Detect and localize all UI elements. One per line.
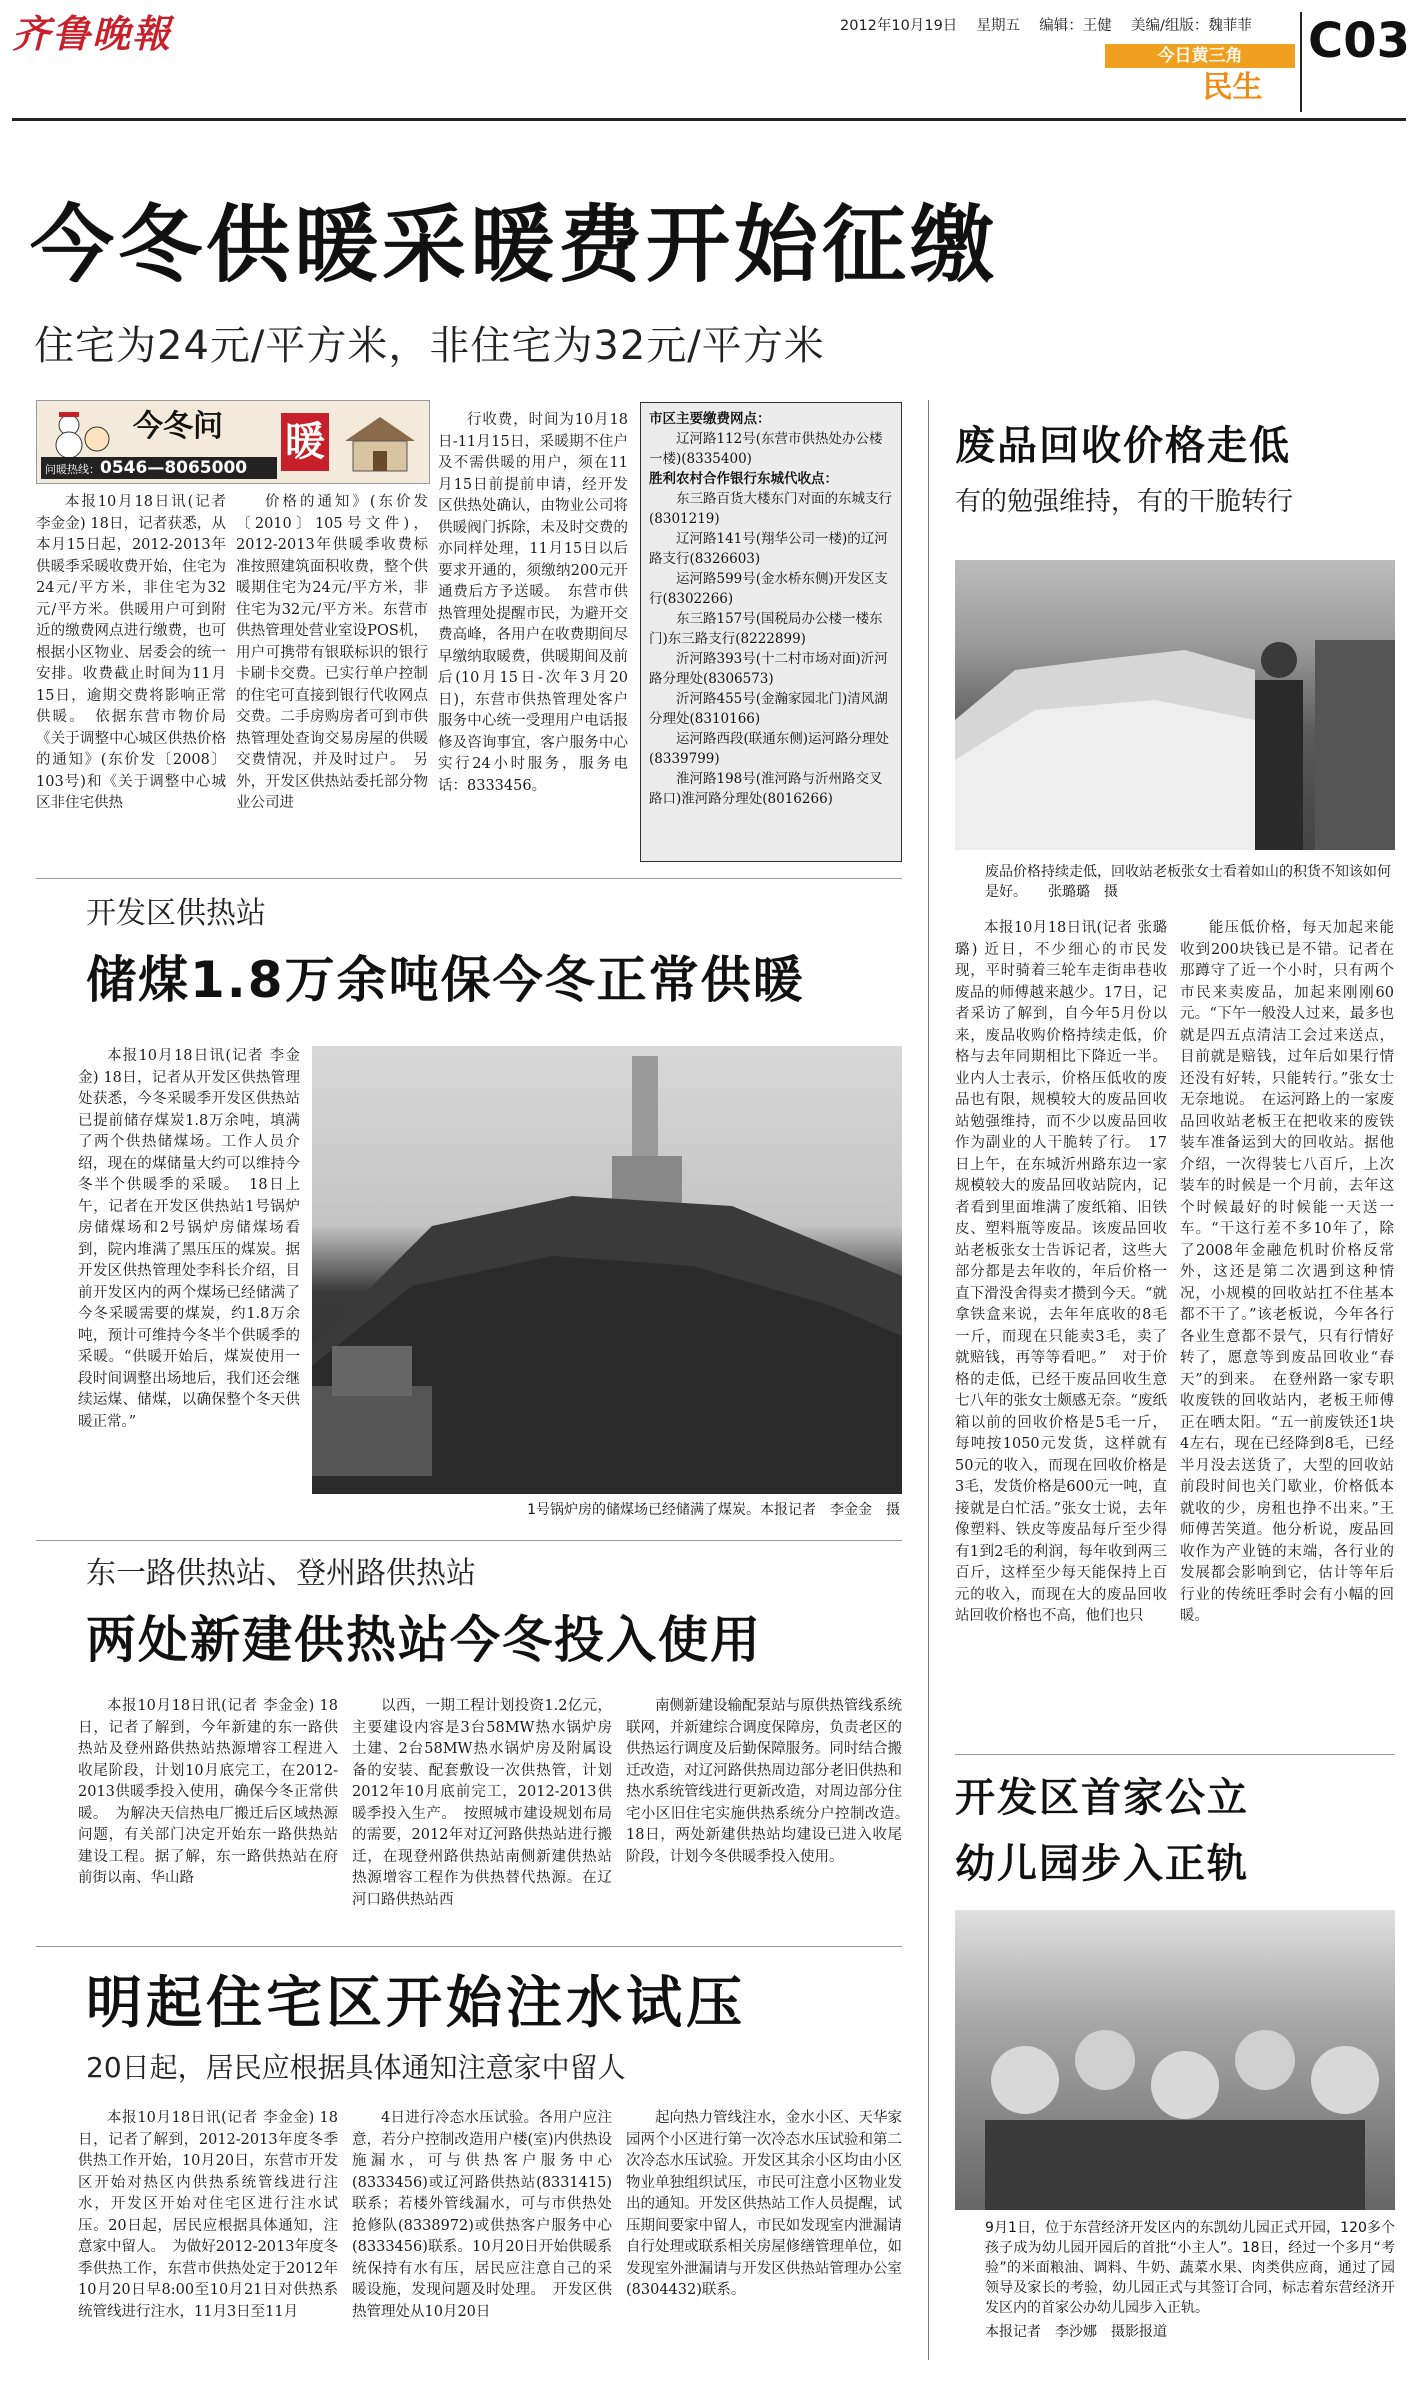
payment-point: 沂河路393号(十二村市场对面)沂河路分理处(8306573) (649, 651, 888, 687)
payment-point: 辽河路141号(翔华公司一楼)的辽河路支行(8326603) (649, 531, 888, 567)
asking-warmth-banner (36, 400, 430, 484)
masthead-info (840, 14, 1310, 38)
scrap-photo-caption: 废品价格持续走低，回收站老板张女士看着如山的积货不知该如何是好。 张璐璐 摄 (985, 864, 1391, 900)
lead-col2-text: 价格的通知》(东价发〔2010〕105号文件)，2012-2013年供暖季收费标准按照建筑面积收费，整个供暖期住宅为24元/平方米，非住宅为32元/平方米。东营市供热管理处营业室设POS机，用户可携带有银联标识的银行卡刷卡交费。已实行单户控制的住宅可直接到银行代收网点交费。二手房购房者可到市供热管理处查询交易房屋的供暖交费情况，并及时过户。 另外，开发区供热站委托部分物业公司进 (236, 494, 428, 811)
payment-point: 运河路599号(金水桥东侧)开发区支行(8302266) (649, 571, 888, 607)
story4-headline: 明起住宅区开始注水试压 (86, 1971, 746, 2036)
lead-column-3 (438, 410, 628, 866)
banner-warm-badge: 暖 (281, 413, 329, 471)
scrap-yard-photo (955, 560, 1395, 850)
masthead-weekday: 星期五 (976, 18, 1021, 34)
lead-col3-text: 行收费，时间为10月18日-11月15日，采暖期不住户及不需供暖的用户，须在11月15日前提前申请，经开发区供热处确认，由物业公司将供暖阀门拆除，未及时交费的亦同样处理，11月15日以后要求开通的，须缴纳200元开通费后方予送暖。 东营市供热管理处提醒市民，为避开交费高峰，各用户在收费期间尽早缴纳取暖费，供暖期间及前后(10月15日-次年3月20日)，东营市供热管理处客户服务中心统一受理用户电话报修及咨询事宜，客户服务中心实行24小时服务，服务电话：8333456。 (438, 412, 628, 794)
story2-top-rule (36, 878, 902, 879)
scrap-col2-text: 能压低价格，每天加起来能收到200块钱已是不错。记者在那蹲守了近一个小时，只有两个市民来卖废品，加起来刚刚60元。“下午一般没人过来，最多也就是四五点清洁工会过来送点，目前就是赔钱，过年后如果行情还没有好转，只能转行。”张女士无奈地说。 在运河路上的一家废品回收站老板王在把收来的废铁装车准备运到大的回收站。据他介绍，一次得装七八百斤，上次装车的时候是一个月前，去年这个时候最好的时候能一天送一车。“干这行差不多10年了，除了2008年金融危机时价格反常外，这还是第二次遇到这种情况，小规模的回收站扛不住基本都不干了。”该老板说，今年各行各业生意都不景气，只有行情好转了，愿意等到废品回收业“春天”的到来。 在登州路一家专职收废铁的回收站内，老板王师傅正在晒太阳。“五一前废铁还1块4左右，现在已经降到8毛，已经半月没去送货了，大型的回收站前段时间也关门歇业，价格低本就收的少，房租也挣不出来。”王师傅苦笑道。他分析说，废品回收作为产业链的末端，各行业的发展都会影响到它，估计等年后行业的传统旺季时会有小幅的回暖。 (1180, 920, 1394, 1624)
lead-column-2 (236, 492, 428, 864)
story3-col1-text: 本报10月18日讯(记者 李金金) 18日，记者了解到，今年新建的东一路供热站及登州路供热站热源增容工程进入收尾阶段，计划10月底完工，在2012-2013供暖季投入使用，确保今冬正常供暖。 为解决天信热电厂搬迁后区域热源问题，有关部门决定开始东一路供热站建设工程。据了解，东一路供热站在府前街以南、华山路 (78, 1698, 338, 1886)
story2-kicker: 开发区供热站 (86, 896, 266, 931)
kindergarten-credit: 本报记者 李沙娜 摄影报道 (985, 2324, 1167, 2340)
masthead-date: 2012年10月19日 (840, 18, 958, 34)
scrap-column-1 (955, 918, 1167, 1744)
lead-headline: 今冬供暖采暖费开始征缴 (30, 196, 999, 294)
payment-point: 运河路西段(联通东侧)运河路分理处(8339799) (649, 731, 890, 767)
story3-col2-text: 以西，一期工程计划投资1.2亿元，主要建设内容是3台58MW热水锅炉房土建、2台58MW热水锅炉房及附属设备的安装、配套敷设一次供热管，计划2012年10月底前完工，2012-2013供暖季投入生产。 按照城市建设规划布局的需要，2012年对辽河路供热站进行搬迁，在现登州路供热站南侧新建供热站热源增容工程作为供热替代热源。在辽河口路供热站西 (352, 1698, 612, 1908)
story4-top-rule (36, 1946, 902, 1947)
payment-point: 东三路157号(国税局办公楼一楼东门)东三路支行(8222899) (649, 611, 883, 647)
hotline-label: 问暖热线： (45, 463, 100, 476)
masthead-designer: 美编/组版：魏菲菲 (1130, 18, 1252, 34)
story3-column-1 (78, 1696, 338, 1934)
kindergarten-photo (955, 1910, 1395, 2210)
story4-col2-text: 4日进行冷态水压试验。各用户应注意，若分户控制改造用户楼(室)内供热设施漏水，可与供热客户服务中心(8333456)或辽河路供热站(8331415)联系；若楼外管线漏水，可与市供热处抢修队(8338972)或供热客户服务中心(8333456)联系。10月20日开始供暖系统保持有水有压，居民应注意自己的采暖设施，发现问题及时处理。 开发区供热管理处从10月20日 (352, 2110, 612, 2320)
story4-column-1 (78, 2108, 338, 2366)
kindergarten-headline-line2: 幼儿园步入正轨 (955, 1841, 1249, 1887)
story2-body (78, 1046, 300, 1526)
kindergarten-headline-line1: 开发区首家公立 (955, 1775, 1249, 1821)
story2-headline: 储煤1.8万余吨保今冬正常供暖 (86, 951, 805, 1009)
masthead-logo: 齐鲁晚報 (12, 11, 173, 56)
scrap-col1-text: 本报10月18日讯(记者 张璐璐) 近日，不少细心的市民发现，平时骑着三轮车走街串巷收废品的师傅越来越少。17日，记者采访了解到，自今年5月份以来，废品收购价格持续走低，价格与去年同期相比下降近一半。业内人士表示，价格压低收的废品也有限，规模较大的废品回收站勉强维持，而不少以废品回收作为副业的人干脆转了行。 17日上午，在东城沂州路东边一家规模较大的废品回收站院内，记者看到里面堆满了废纸箱、旧铁皮、塑料瓶等废品。该废品回收站老板张女士告诉记者，这些大部分都是去年收的，年后价格一直下滑没舍得卖才攒到今天。“就拿铁盒来说，去年年底收的8毛一斤，而现在只能卖3毛，卖了就赔钱，再等等看吧。” 对于价格的走低，已经干废品回收生意七八年的张女士颇感无奈。“废纸箱以前的回收价格是5毛一斤，每吨按1050元发货，这样就有50元的收入，而现在回收价格是3毛，发货价格是600元一吨，直接就是白忙活。”张女士说，去年像塑料、铁皮等废品每斤至少得有1到2毛的利润，每年收到两三百斤，这样至少每天能保持上百元的收入，而现在大的废品回收站回收价格也不高，他们也只 (955, 920, 1167, 1624)
story3-top-rule (36, 1540, 902, 1541)
story3-headline: 两处新建供热站今冬投入使用 (86, 1611, 762, 1669)
banner-label: 今冬问 (133, 409, 223, 444)
payment-point: 东三路百货大楼东门对面的东城支行(8301219) (649, 491, 892, 527)
story2-body-text: 本报10月18日讯(记者 李金金) 18日，记者从开发区供热管理处获悉，今冬采暖季开发区供热站已提前储存煤炭1.8万余吨，填满了两个供热储煤场。工作人员介绍，现在的煤储量大约可以维持今冬半个供暖季的采暖。 18日上午，记者在开发区供热站1号锅炉房储煤场和2号锅炉房储煤场看到，院内堆满了黑压压的煤炭。据开发区供热管理处李科长介绍，目前开发区内的两个煤场已经储满了今冬采暖需要的煤炭，约1.8万余吨，预计可维持今冬半个供暖季的采暖。“供暖开始后，煤炭使用一段时间调整出场地后，我们还会继续运煤、储煤，以确保整个冬天供暖正常。” (78, 1048, 300, 1430)
scrap-subheadline: 有的勉强维持，有的干脆转行 (955, 487, 1294, 517)
scrap-headline: 废品回收价格走低 (955, 423, 1291, 469)
snowman-icon (47, 409, 111, 459)
section-tag-bar: 今日黄三角 (1105, 44, 1295, 68)
story4-subheadline: 20日起，居民应根据具体通知注意家中留人 (86, 2051, 626, 2084)
coal-pile-photo (312, 1046, 902, 1494)
story4-col3-text: 起向热力管线注水，金水小区、天华家园两个小区进行第一次冷态水压试验和第二次冷态水压试验。开发区其余小区均由小区物业单独组织试压，市民可注意小区物业发出的通知。开发区供热站工作人员提醒，试压期间要家中留人，市民如发现室内泄漏请自行处理或联系相关房屋修缮管理单位，如发现室外泄漏请与开发区供热站管理办公室(8304432)联系。 (626, 2110, 902, 2298)
story4-column-3 (626, 2108, 902, 2366)
payment-point: 沂河路455号(金瀚家园北门)清风湖分理处(8310166) (649, 691, 888, 727)
masthead-vertical-divider (1300, 12, 1302, 112)
lead-column-1 (36, 492, 226, 864)
kindergarten-caption: 9月1日，位于东营经济开发区内的东凯幼儿园正式开园，120多个孩子成为幼儿园开园后的首批“小主人”。18日，经过一个多月“考验”的米面粮油、调料、牛奶、蔬菜水果、肉类供应商，通过了园领导及家长的考验，幼儿园正式与其签订合同，标志着东营经济开发区内的首家公办幼儿园步入正轨。 (985, 2220, 1395, 2316)
lead-subheadline: 住宅为24元/平方米，非住宅为32元/平方米 (34, 323, 825, 369)
scrap-column-2 (1180, 918, 1394, 1744)
story3-kicker: 东一路供热站、登州路供热站 (86, 1556, 476, 1591)
masthead-editor: 编辑：王健 (1039, 18, 1112, 34)
bank-points-title: 胜利农村合作银行东城代收点： (649, 471, 838, 487)
payment-point: 淮河路198号(淮河路与沂州路交叉路口)淮河路分理处(8016266) (649, 771, 883, 807)
payment-points-box (640, 402, 902, 862)
story4-column-2 (352, 2108, 612, 2366)
hotline-number: 0546—8065000 (100, 458, 248, 478)
story4-col1-text: 本报10月18日讯(记者 李金金) 18日，记者了解到，2012-2013年度冬季供热工作开始，10月20日，东营市开发区开始对热区内供热系统管线进行注水，开发区开始对住宅区进行注水试压。20日起，居民应根据具体通知，注意家中留人。 为做好2012-2013年度冬季供热工作，东营市供热处定于2012年10月20日早8:00至10月21日对供热系统管线进行注水，11月3日至11月 (78, 2110, 338, 2320)
section-name: 民生 (1202, 70, 1263, 105)
story3-col3-text: 南侧新建设输配泵站与原供热管线系统联网，并新建综合调度保障房，负责老区的供热运行调度及后勤保障服务。同时结合搬迁改造，对辽河路供热周边部分老旧供热和热水系统管线进行更新改造，对周边部分住宅小区旧住宅实施供热系统分户控制改造。 18日，两处新建供热站均建设已进入收尾阶段，计划今冬供暖季投入使用。 (626, 1698, 917, 1865)
hotline-strip (41, 457, 277, 479)
column-divider (928, 400, 929, 2360)
page-number: C03 (1308, 13, 1411, 69)
house-icon (337, 411, 423, 475)
payment-point: 辽河路112号(东营市供热处办公楼一楼)(8335400) (649, 431, 883, 467)
masthead-rule (12, 118, 1406, 121)
lead-col1-text: 本报10月18日讯(记者 李金金) 18日，记者获悉，从本月15日起，2012-2013年供暖季采暖收费开始，住宅为24元/平方米，非住宅为32元/平方米。供暖用户可到附近的缴费网点进行缴费，也可根据小区物业、居委会的统一安排。收费截止时间为11月15日，逾期交费将影响正常供暖。 依据东营市物价局《关于调整中心城区供热价格的通知》(东价发〔2008〕103号)和《关于调整中心城区非住宅供热 (36, 494, 226, 811)
coal-photo-caption: 1号锅炉房的储煤场已经储满了煤炭。本报记者 李金金 摄 (527, 1502, 900, 1518)
kindergarten-top-rule (955, 1754, 1395, 1755)
story3-column-3 (626, 1696, 917, 1934)
story3-column-2 (352, 1696, 612, 1934)
payment-points-title: 市区主要缴费网点： (649, 411, 771, 427)
